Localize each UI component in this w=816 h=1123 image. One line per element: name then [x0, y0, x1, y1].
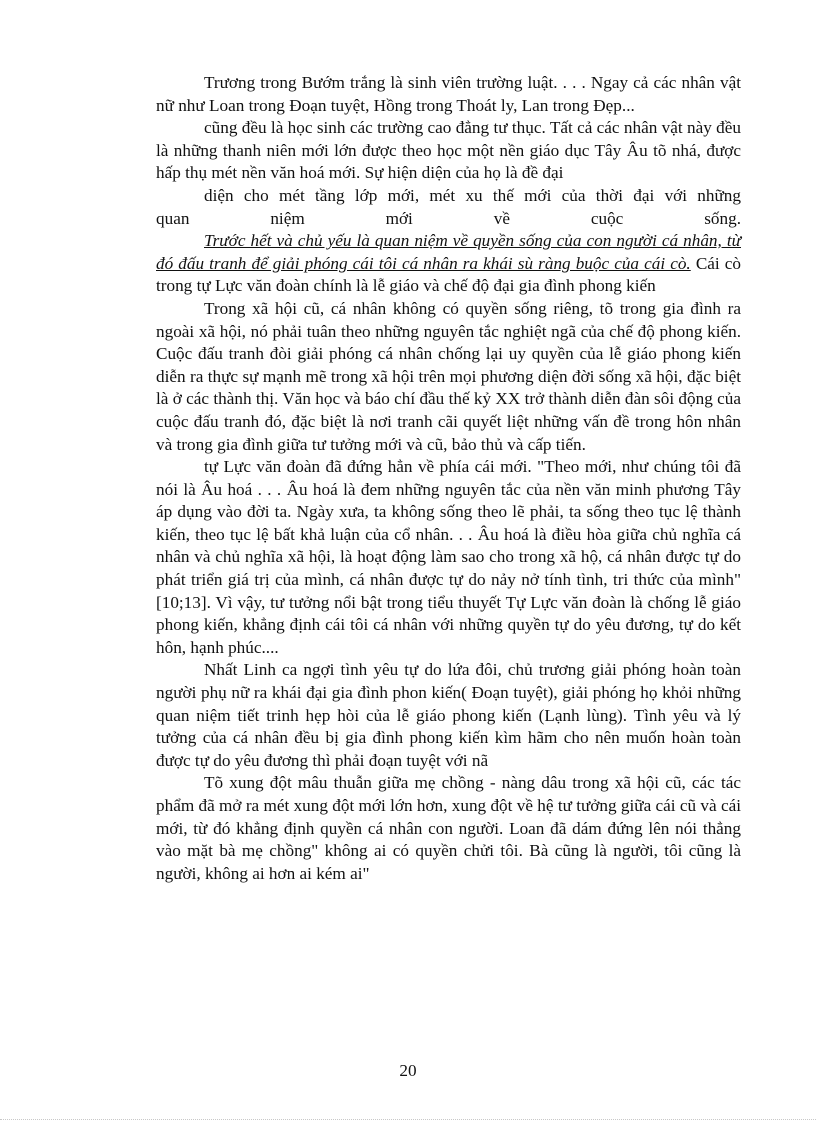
- paragraph-5: tự Lực văn đoàn đã đứng hẳn về phía cái mới. "Theo mới, như chúng tôi đã nói là Âu hoá . . . Âu hoá là đem những nguyên tắc của nền văn minh phương Tây áp dụng vào đời ta. Ngày xưa, ta không sống theo lẽ phải, ta sống theo tục lệ thành kiến, theo tục lệ bất khả luận của cổ nhân. . . Âu hoá là điều hòa giữa chủ nghĩa cá nhân và chủ nghĩa xã hội, là hoạt động làm sao cho trong xã hộ, cá nhân được tự do phát triển giá trị của mình, cá nhân được tự do nảy nở tính tình, tri thức của mình"[10;13]. Vì vậy, tư tưởng nổi bật trong tiểu thuyết Tự Lực văn đoàn là chống lễ giáo phong kiến, khẳng định cái tôi cá nhân với những quyền tự do yêu đương, tự do kết hôn, hạnh phúc....: [156, 457, 741, 657]
- document-body: [156, 72, 741, 885]
- page-bottom-divider: [0, 1119, 816, 1120]
- paragraph-3-line-1: diện cho mét tầng lớp mới, mét xu thế mới của thời đại với những: [204, 185, 741, 205]
- paragraph-1: Trương trong Bướm trắng là sinh viên trường luật. . . . Ngay cả các nhân vật nữ như Loan trong Đoạn tuyệt, Hồng trong Thoát ly, Lan trong Đẹp...: [156, 73, 741, 115]
- paragraph-4: Trong xã hội cũ, cá nhân không có quyền sống riêng, tõ trong gia đình ra ngoài xã hội, nó phải tuân theo những nguyên tắc nghiệt ngã của chế độ phong kiến. Cuộc đấu tranh đòi giải phóng cá nhân chống lại uy quyền của lễ giáo phong kiến diễn ra thực sự mạnh mẽ trong xã hội trên mọi phương diện đời sống xã hội, đặc biệt là ở các thành thị. Văn học và báo chí đầu thế kỷ XX trở thành diễn đàn sôi động của cuộc đấu tranh đó, đặc biệt là nơi tranh cãi quyết liệt những vấn đề trong hôn nhân và trong gia đình giữa tư tưởng mới và cũ, bảo thủ và cấp tiến.: [156, 298, 741, 454]
- paragraph-3-tail: Cái cò trong tự Lực văn đoàn chính là lễ giáo và chế độ đại gia đình phong kiến: [156, 253, 741, 296]
- paragraph-3-rest: [156, 230, 741, 298]
- paragraph-3-line-2: quan niệm mới về cuộc sống.: [156, 208, 741, 228]
- emphasized-sentence: Trước hết và chủ yếu là quan niệm về quyền sống của con người cá nhân, từ đó đấu tranh để giải phóng cái tôi cá nhân ra khái sù ràng buộc của cái cò.: [156, 231, 741, 273]
- paragraph-2: cũng đều là học sinh các trường cao đẳng tư thục. Tất cả các nhân vật này đều là những thanh niên mới lớn được theo học một nền giáo dục Tây Âu tõ nhá, được hấp thụ mét nền văn hoá mới. Sự hiện diện của họ là đề đại: [156, 118, 741, 183]
- paragraph-7: Tõ xung đột mâu thuẫn giữa mẹ chồng - nàng dâu trong xã hội cũ, các tác phẩm đã mở ra mét xung đột mới lớn hơn, xung đột về hệ tư tưởng giữa cái cũ và cái mới, từ đó khẳng định quyền cá nhân con người. Loan đã dám đứng lên nói thẳng vào mặt bà mẹ chồng" không ai có quyền chửi tôi. Bà cũng là người, tôi cũng là người, không ai hơn ai kém ai": [156, 773, 741, 883]
- paragraph-6: Nhất Linh ca ngợi tình yêu tự do lứa đôi, chủ trương giải phóng hoàn toàn người phụ nữ ra khái đại gia đình phon kiến( Đoạn tuyệt), giải phóng họ khỏi những quan niệm tiết trinh hẹp hòi của lễ giáo phong kiến (Lạnh lùng). Tình yêu và lý tưởng của cá nhân đều bị gia đình phong kiến kìm hãm cho nên muốn hoàn toàn được tự do yêu đương thì phải đoạn tuyệt với nã: [156, 660, 741, 770]
- page-number: 20: [399, 1061, 417, 1080]
